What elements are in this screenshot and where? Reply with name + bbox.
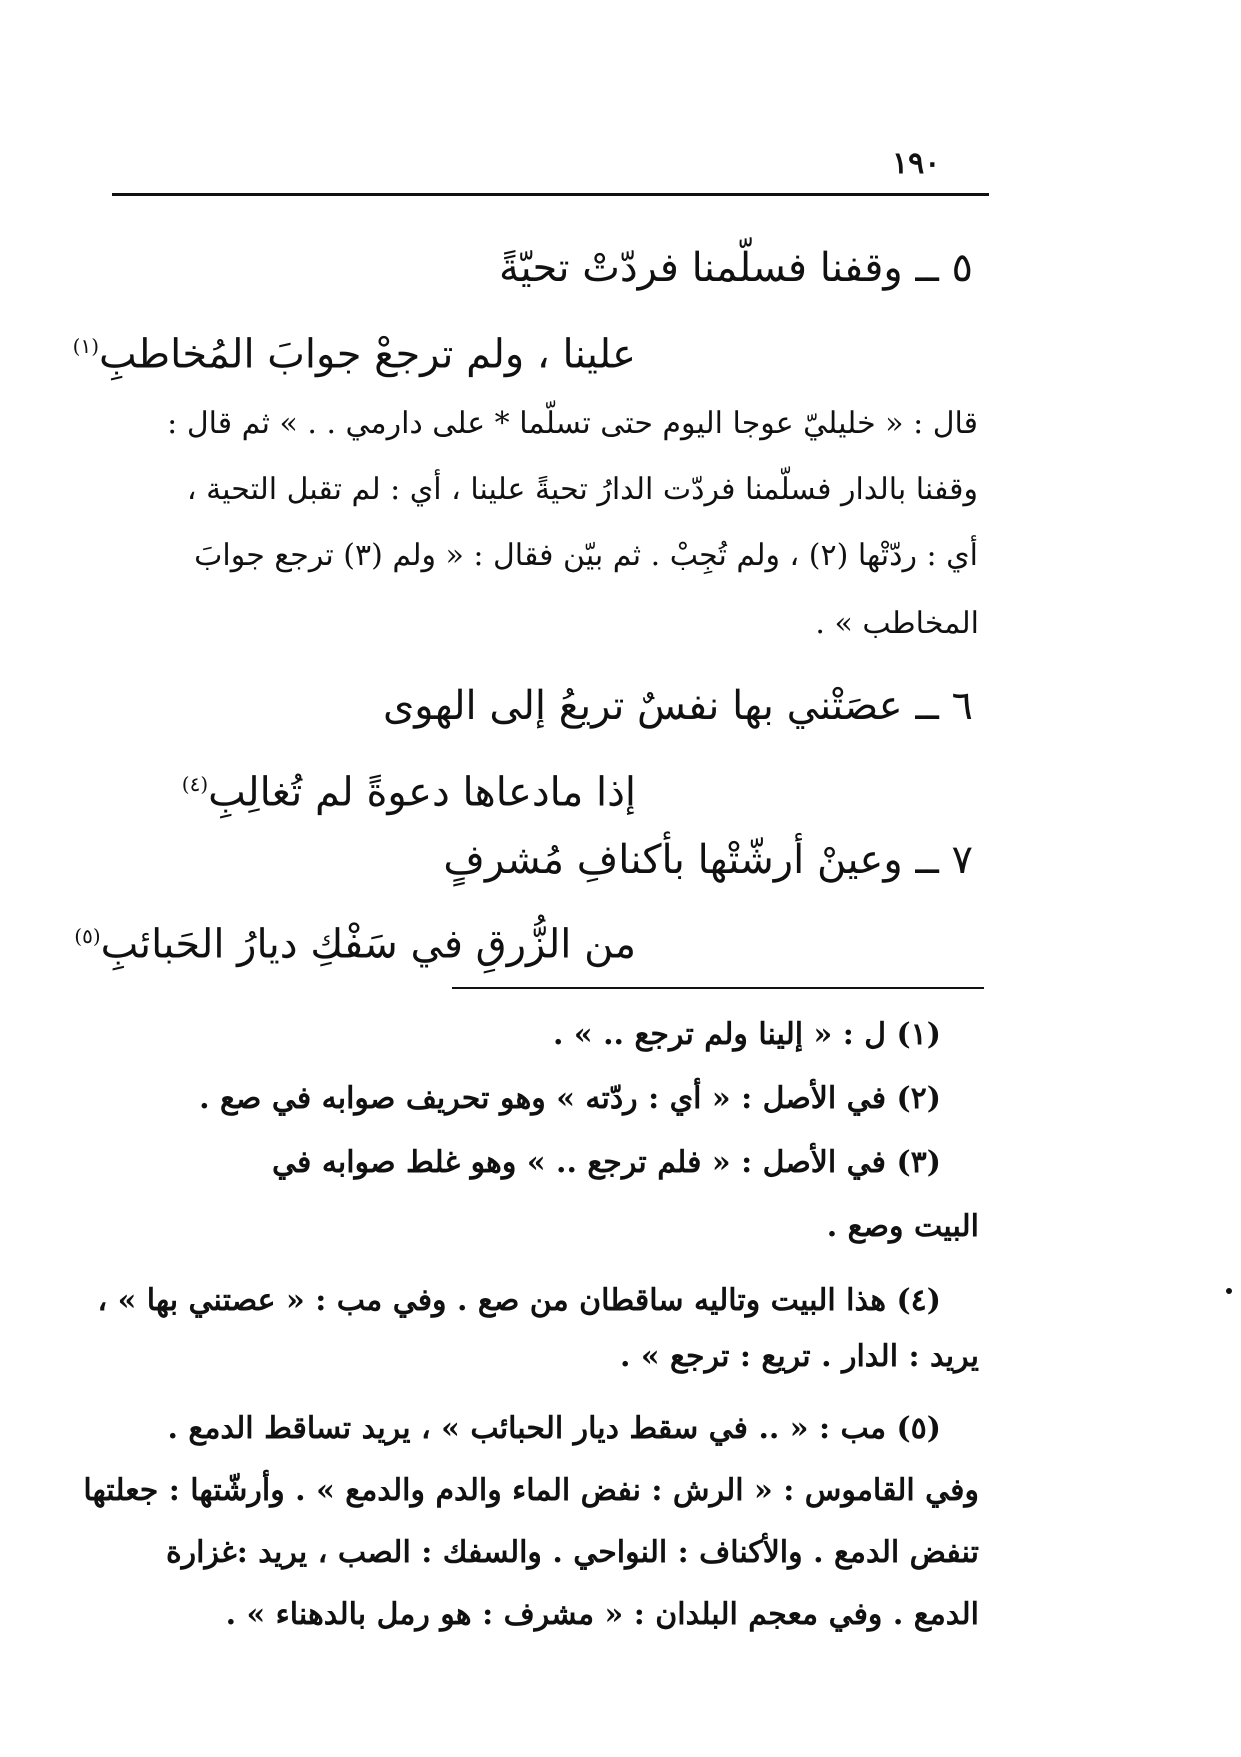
footnote-5-cont: الدمع . وفي معجم البلدان : « مشرف : هو رمل بالدهناء » . <box>225 1597 979 1632</box>
footnote-5-cont: وفي القاموس : « الرش : نفض الماء والدم والدمع » . وأرشّتها : جعلتها <box>83 1473 979 1508</box>
commentary-line: وقفنا بالدار فسلّمنا فردّت الدارُ تحيةً علينا ، أي : لم تقبل التحية ، <box>186 472 978 507</box>
commentary-line: قال : « خليليّ عوجا اليوم حتى تسلّما * على دارمي . . » ثم قال : <box>167 406 978 441</box>
footnote-3-cont: البيت وصع . <box>826 1209 979 1244</box>
footnote-4: (٤) هذا البيت وتاليه ساقطان من صع . وفي مب : « عصتني بها » ، <box>97 1283 941 1318</box>
stray-mark <box>1226 1288 1232 1294</box>
verse-6-first-hemistich: ٦ ــ عصَتْني بها نفسٌ تريعُ إلى الهوى <box>382 683 973 729</box>
footnote-3: (٣) في الأصل : « فلم ترجع .. » وهو غلط صوابه في <box>272 1145 941 1180</box>
footnote-5-cont: تنفض الدمع . والأكناف : النواحي . والسفك : الصب ، يريد :غزارة <box>165 1535 979 1570</box>
footnote-ref: (١) <box>72 334 100 358</box>
commentary-line: أي : ردّتْها (٢) ، ولم تُجِبْ . ثم بيّن فقال : « ولم (٣) ترجع جوابَ <box>194 538 978 573</box>
footnote-separator <box>452 987 984 989</box>
footnote-ref: (٤) <box>181 772 209 796</box>
verse-7-first-hemistich: ٧ ــ وعينْ أرشّتْها بأكنافِ مُشرفٍ <box>443 837 973 883</box>
footnote-1: (١) ل : « إلينا ولم ترجع .. » . <box>553 1017 941 1052</box>
commentary-line: المخاطب » . <box>815 606 979 641</box>
verse-5-first-hemistich: ٥ ــ وقفنا فسلّمنا فردّتْ تحيّةً <box>499 245 973 291</box>
verse-5-second-hemistich: علينا ، ولم ترجعْ جوابَ المُخاطبِ$^{(١)}$ <box>72 331 636 378</box>
verse-7-second-hemistich: من الزُّرقِ في سَفْكِ ديارُ الحَبائبِ$^{(٥)}$ <box>74 921 636 968</box>
header-rule <box>112 193 989 196</box>
verse-6-second-hemistich: إذا مادعاها دعوةً لم تُغالِبِ$^{(٤)}$ <box>181 769 636 816</box>
footnote-ref: (٥) <box>74 924 101 948</box>
footnote-2: (٢) في الأصل : « أي : ردّته » وهو تحريف صوابه في صع . <box>199 1081 941 1116</box>
footnote-5: (٥) مب : « .. في سقط ديار الحبائب » ، يريد تساقط الدمع . <box>167 1411 941 1446</box>
page-number: ١٩٠ <box>892 146 941 181</box>
footnote-4-cont: يريد : الدار . تريع : ترجع » . <box>619 1339 979 1374</box>
